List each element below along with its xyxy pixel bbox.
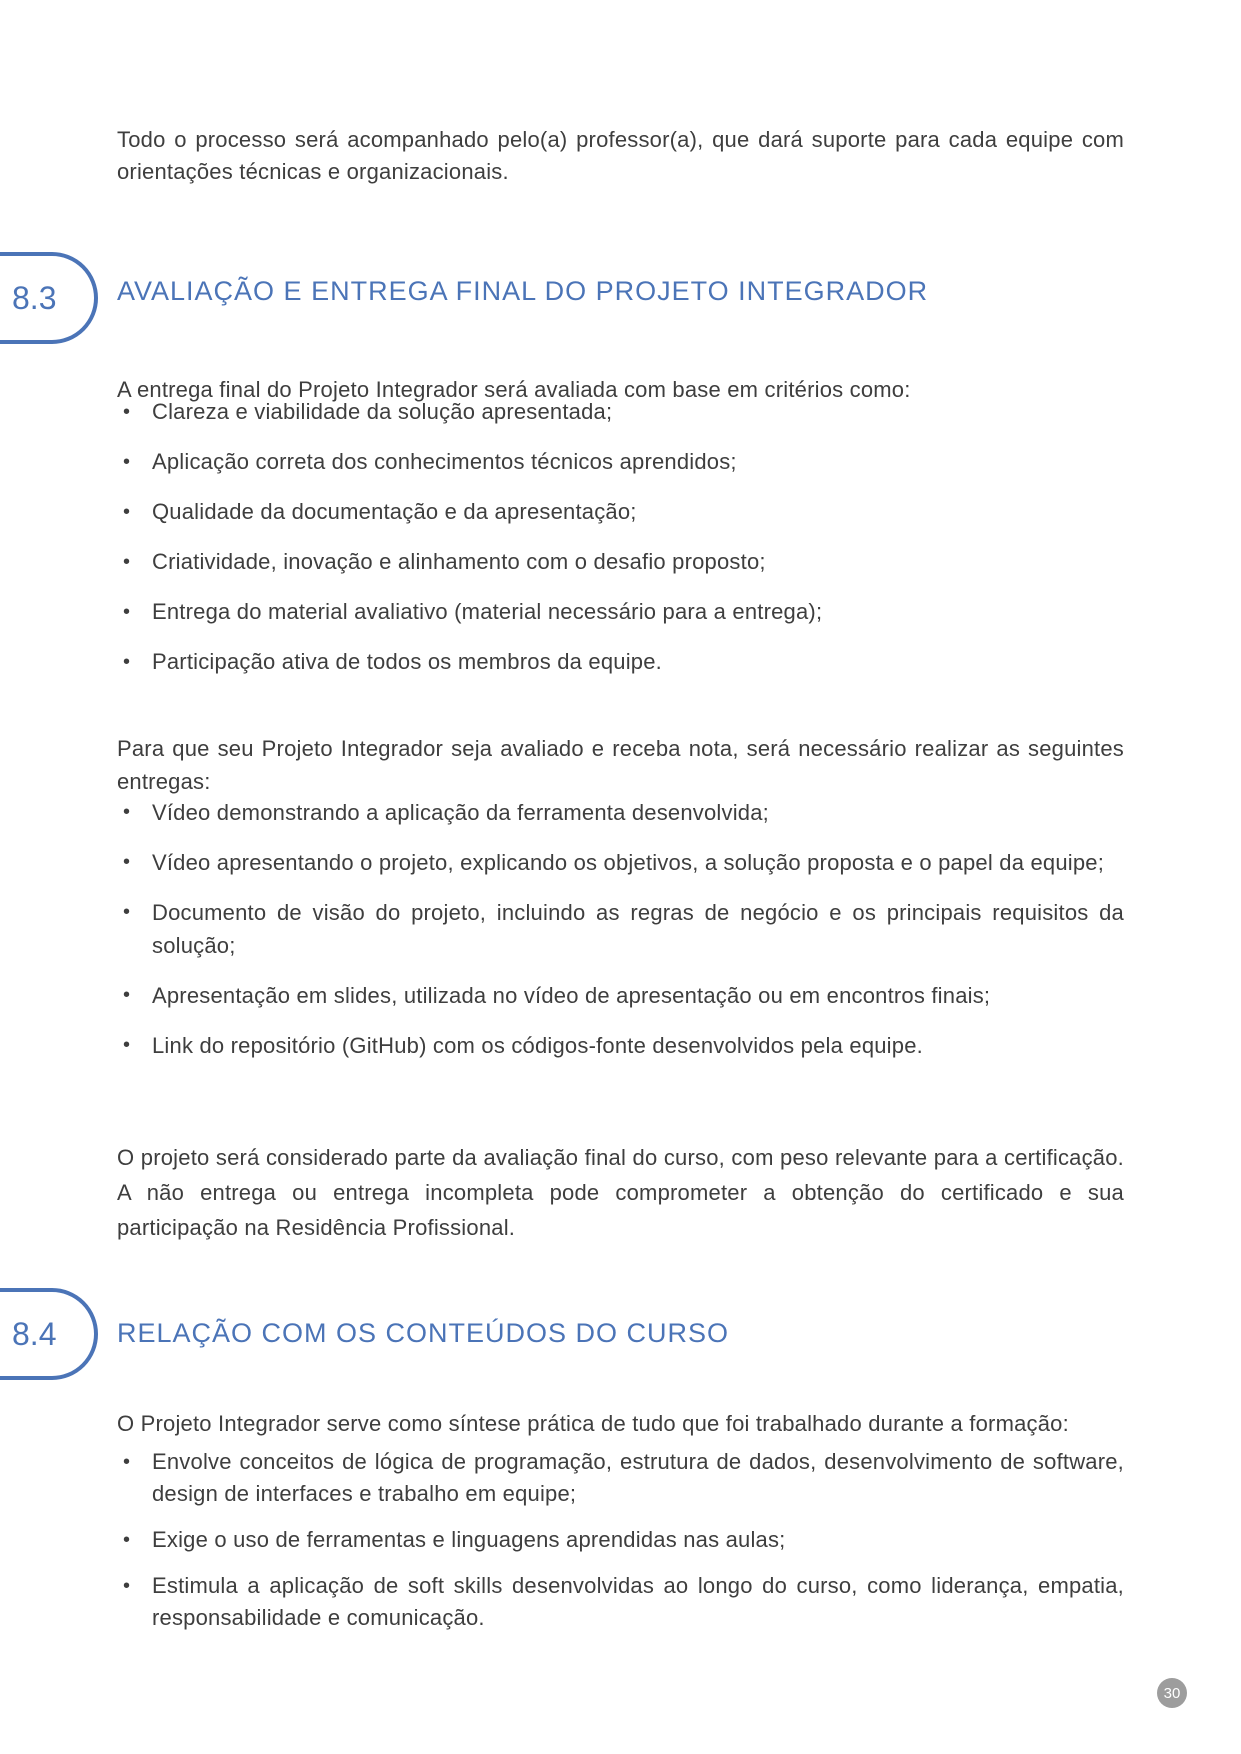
section-title-8-3: AVALIAÇÃO E ENTREGA FINAL DO PROJETO INTEGRADOR [117,276,929,306]
section-title-8-4: RELAÇÃO COM OS CONTEÚDOS DO CURSO [117,1318,730,1348]
deliveries-list [117,796,1124,1079]
section-badge-8-4 [0,1288,98,1380]
list-item: • Qualidade da documentação e da apresentação; [117,496,1124,528]
section-8-3-intro-paragraph: A entrega final do Projeto Integrador será avaliada com base em critérios como: [117,377,911,402]
section-badge-8-3 [0,252,98,344]
list-item: • Aplicação correta dos conhecimentos técnicos aprendidos; [117,446,1124,478]
list-item: • Exige o uso de ferramentas e linguagens aprendidas nas aulas; [117,1524,1124,1556]
course-content-list [117,1446,1124,1648]
section-8-3-closing-paragraph: O projeto será considerado parte da avaliação final do curso, com peso relevante para a certificação. A não entrega ou entrega incompleta pode comprometer a obtenção do certificado e sua participação na Residência Profissional. [117,1145,1124,1240]
section-number: 8.4 [12,1315,57,1352]
section-number: 8.3 [12,279,57,316]
list-item: • Clareza e viabilidade da solução apresentada; [117,396,1124,428]
list-item: • Vídeo apresentando o projeto, explicando os objetivos, a solução proposta e o papel da equipe; [117,846,1124,879]
page-number: 30 [1163,1684,1181,1702]
list-item: • Link do repositório (GitHub) com os códigos-fonte desenvolvidos pela equipe. [117,1029,1124,1062]
list-item: • Estimula a aplicação de soft skills desenvolvidas ao longo do curso, como liderança, empatia, responsabilidade e comunicação. [117,1570,1124,1634]
list-item: • Criatividade, inovação e alinhamento com o desafio proposto; [117,546,1124,578]
list-item: • Envolve conceitos de lógica de programação, estrutura de dados, desenvolvimento de software, design de interfaces e trabalho em equipe; [117,1446,1124,1510]
deliveries-intro-paragraph: Para que seu Projeto Integrador seja avaliado e receba nota, será necessário realizar as seguintes entregas: [117,736,1124,794]
criteria-list [117,396,1124,696]
list-item: • Apresentação em slides, utilizada no vídeo de apresentação ou em encontros finais; [117,979,1124,1012]
intro-paragraph: Todo o processo será acompanhado pelo(a) professor(a), que dará suporte para cada equipe com orientações técnicas e organizacionais. [117,127,1124,184]
list-item: • Vídeo demonstrando a aplicação da ferramenta desenvolvida; [117,796,1124,829]
list-item: • Documento de visão do projeto, incluindo as regras de negócio e os principais requisitos da solução; [117,896,1124,962]
list-item: • Participação ativa de todos os membros da equipe. [117,646,1124,678]
page-number-badge [1157,1678,1187,1708]
section-8-4-intro-paragraph: O Projeto Integrador serve como síntese prática de tudo que foi trabalhado durante a formação: [117,1411,1069,1436]
list-item: • Entrega do material avaliativo (material necessário para a entrega); [117,596,1124,628]
